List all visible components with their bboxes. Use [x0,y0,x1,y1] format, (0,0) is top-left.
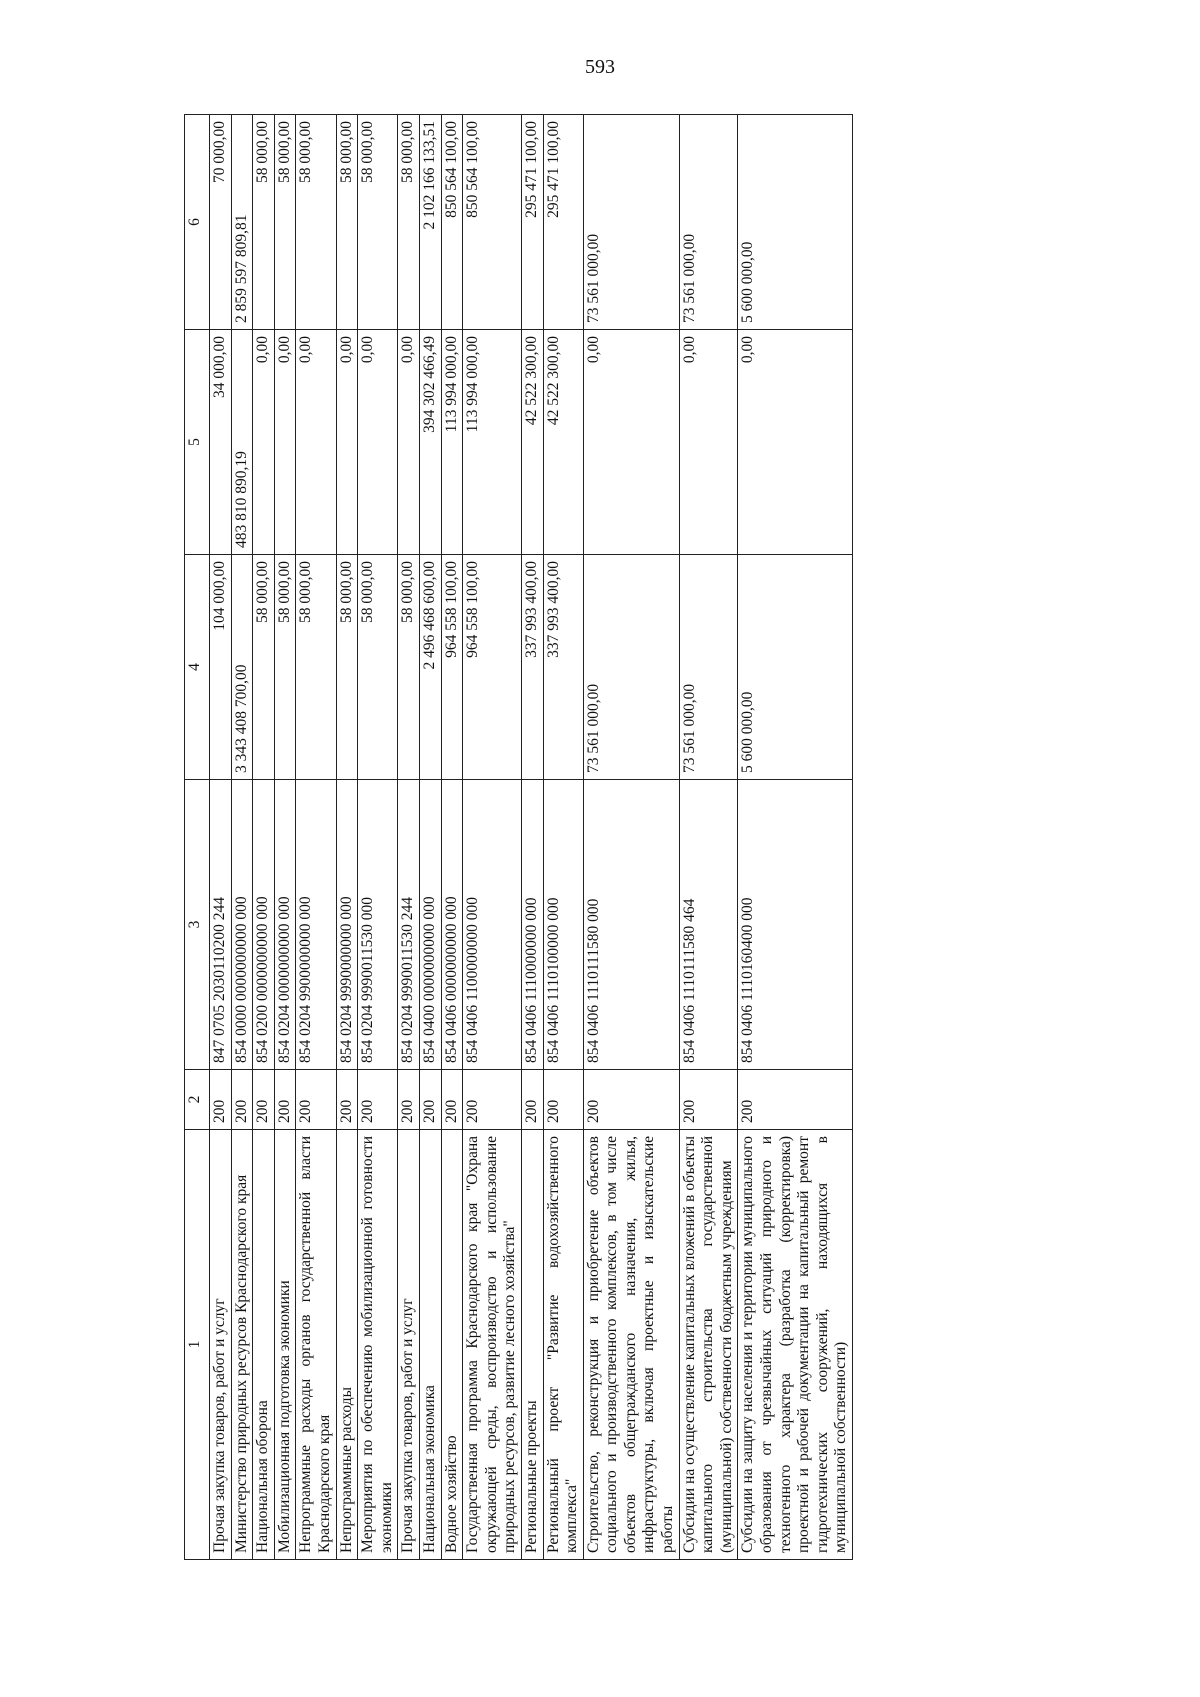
table-row [231,115,253,1560]
table-row [336,115,358,1560]
row-name: Региональные проекты [521,1130,543,1560]
row-classification: 854 0000 0000000000 000 [231,780,253,1070]
row-name: Водное хозяйство [441,1130,463,1560]
row-code: 200 [679,1070,738,1130]
row-approved: 2 496 468 600,00 [419,555,441,780]
row-executed: 0,00 [336,330,358,555]
row-name: Региональный проект "Развитие водохозяйственного комплекса" [543,1130,583,1560]
row-executed: 0,00 [296,330,336,555]
row-approved: 58 000,00 [253,555,275,780]
row-remaining: 73 561 000,00 [679,115,738,330]
row-code: 200 [521,1070,543,1130]
table-row [441,115,463,1560]
row-name: Национальная оборона [253,1130,275,1560]
row-code: 200 [336,1070,358,1130]
row-remaining: 5 600 000,00 [738,115,853,330]
row-approved: 337 993 400,00 [543,555,583,780]
column-header: 2 [185,1070,210,1130]
row-remaining: 850 564 100,00 [463,115,522,330]
row-code: 200 [398,1070,420,1130]
row-classification: 854 0406 1110160400 000 [738,780,853,1070]
row-remaining: 58 000,00 [398,115,420,330]
row-executed: 394 302 466,49 [419,330,441,555]
row-classification: 854 0406 0000000000 000 [441,780,463,1070]
row-remaining: 73 561 000,00 [583,115,679,330]
row-remaining: 58 000,00 [253,115,275,330]
row-executed: 113 994 000,00 [463,330,522,555]
row-approved: 964 558 100,00 [441,555,463,780]
row-classification: 854 0204 9990000000 000 [336,780,358,1070]
row-code: 200 [358,1070,398,1130]
table-row [521,115,543,1560]
row-name: Национальная экономика [419,1130,441,1560]
row-executed: 42 522 300,00 [521,330,543,555]
row-approved: 73 561 000,00 [679,555,738,780]
row-remaining: 58 000,00 [358,115,398,330]
row-executed: 0,00 [253,330,275,555]
row-classification: 854 0406 1110111580 000 [583,780,679,1070]
row-name: Непрограммные расходы органов государственной власти Краснодарского края [296,1130,336,1560]
row-executed: 0,00 [738,330,853,555]
row-remaining: 2 102 166 133,51 [419,115,441,330]
row-classification: 854 0406 1110000000 000 [521,780,543,1070]
row-code: 200 [419,1070,441,1130]
table-row [738,115,853,1560]
row-name: Прочая закупка товаров, работ и услуг [210,1130,232,1560]
row-remaining: 58 000,00 [274,115,296,330]
column-header: 5 [185,330,210,555]
row-classification: 854 0406 1110111580 464 [679,780,738,1070]
table-row [210,115,232,1560]
table-row [296,115,336,1560]
row-executed: 0,00 [358,330,398,555]
row-executed: 0,00 [274,330,296,555]
rotated-table-container [184,115,1069,1560]
row-executed: 42 522 300,00 [543,330,583,555]
table-row [398,115,420,1560]
table-row [358,115,398,1560]
row-remaining: 295 471 100,00 [521,115,543,330]
column-header: 4 [185,555,210,780]
row-name: Мобилизационная подготовка экономики [274,1130,296,1560]
row-approved: 58 000,00 [296,555,336,780]
row-remaining: 58 000,00 [336,115,358,330]
row-executed: 113 994 000,00 [441,330,463,555]
row-code: 200 [738,1070,853,1130]
row-approved: 3 343 408 700,00 [231,555,253,780]
table-row [463,115,522,1560]
row-name: Строительство, реконструкция и приобретение объектов социального и производственного комплексов, в том числе объектов общегражданского назначения, жилья, инфраструктуры, включая проектные и изыскательские работы [583,1130,679,1560]
row-classification: 847 0705 2030110200 244 [210,780,232,1070]
row-remaining: 70 000,00 [210,115,232,330]
budget-table [184,114,853,1560]
row-code: 200 [253,1070,275,1130]
table-row [253,115,275,1560]
row-code: 200 [543,1070,583,1130]
row-approved: 58 000,00 [358,555,398,780]
row-code: 200 [210,1070,232,1130]
column-header: 1 [185,1130,210,1560]
row-name: Министерство природных ресурсов Краснодарского края [231,1130,253,1560]
row-approved: 73 561 000,00 [583,555,679,780]
row-approved: 5 600 000,00 [738,555,853,780]
row-classification: 854 0204 9990011530 244 [398,780,420,1070]
row-name: Субсидии на осуществление капитальных вложений в объекты капитального строительства государственной (муниципальной) собственности бюджетным учреждениям [679,1130,738,1560]
row-name: Непрограммные расходы [336,1130,358,1560]
table-row [419,115,441,1560]
row-code: 200 [296,1070,336,1130]
row-classification: 854 0400 0000000000 000 [419,780,441,1070]
row-approved: 104 000,00 [210,555,232,780]
row-classification: 854 0406 1100000000 000 [463,780,522,1070]
table-row [543,115,583,1560]
table-row [583,115,679,1560]
row-executed: 34 000,00 [210,330,232,555]
row-code: 200 [274,1070,296,1130]
row-classification: 854 0200 0000000000 000 [253,780,275,1070]
row-classification: 854 0204 9900000000 000 [296,780,336,1070]
row-executed: 0,00 [398,330,420,555]
row-classification: 854 0204 0000000000 000 [274,780,296,1070]
row-name: Субсидии на защиту населения и территории муниципального образования от чрезвычайных ситуаций природного и техногенного характера (разработка (корректировка) проектной и рабочей документации на капитальный ремонт гидротехнических сооружений, находящихся в муниципальной собственности) [738,1130,853,1560]
row-executed: 0,00 [583,330,679,555]
row-code: 200 [463,1070,522,1130]
row-executed: 483 810 890,19 [231,330,253,555]
row-name: Прочая закупка товаров, работ и услуг [398,1130,420,1560]
column-header: 6 [185,115,210,330]
table-row [679,115,738,1560]
row-classification: 854 0204 9990011530 000 [358,780,398,1070]
row-remaining: 58 000,00 [296,115,336,330]
row-remaining: 2 859 597 809,81 [231,115,253,330]
row-code: 200 [583,1070,679,1130]
table-row [274,115,296,1560]
row-name: Мероприятия по обеспечению мобилизационной готовности экономики [358,1130,398,1560]
row-approved: 964 558 100,00 [463,555,522,780]
row-approved: 58 000,00 [398,555,420,780]
row-approved: 58 000,00 [336,555,358,780]
row-name: Государственная программа Краснодарского края "Охрана окружающей среды, воспроизводство и использование природных ресурсов, развитие лесного хозяйства" [463,1130,522,1560]
header-row [185,115,210,1560]
column-header: 3 [185,780,210,1070]
row-classification: 854 0406 1110100000 000 [543,780,583,1070]
row-approved: 337 993 400,00 [521,555,543,780]
page-number: 593 [585,56,615,78]
row-code: 200 [441,1070,463,1130]
row-remaining: 295 471 100,00 [543,115,583,330]
row-approved: 58 000,00 [274,555,296,780]
row-remaining: 850 564 100,00 [441,115,463,330]
row-code: 200 [231,1070,253,1130]
row-executed: 0,00 [679,330,738,555]
